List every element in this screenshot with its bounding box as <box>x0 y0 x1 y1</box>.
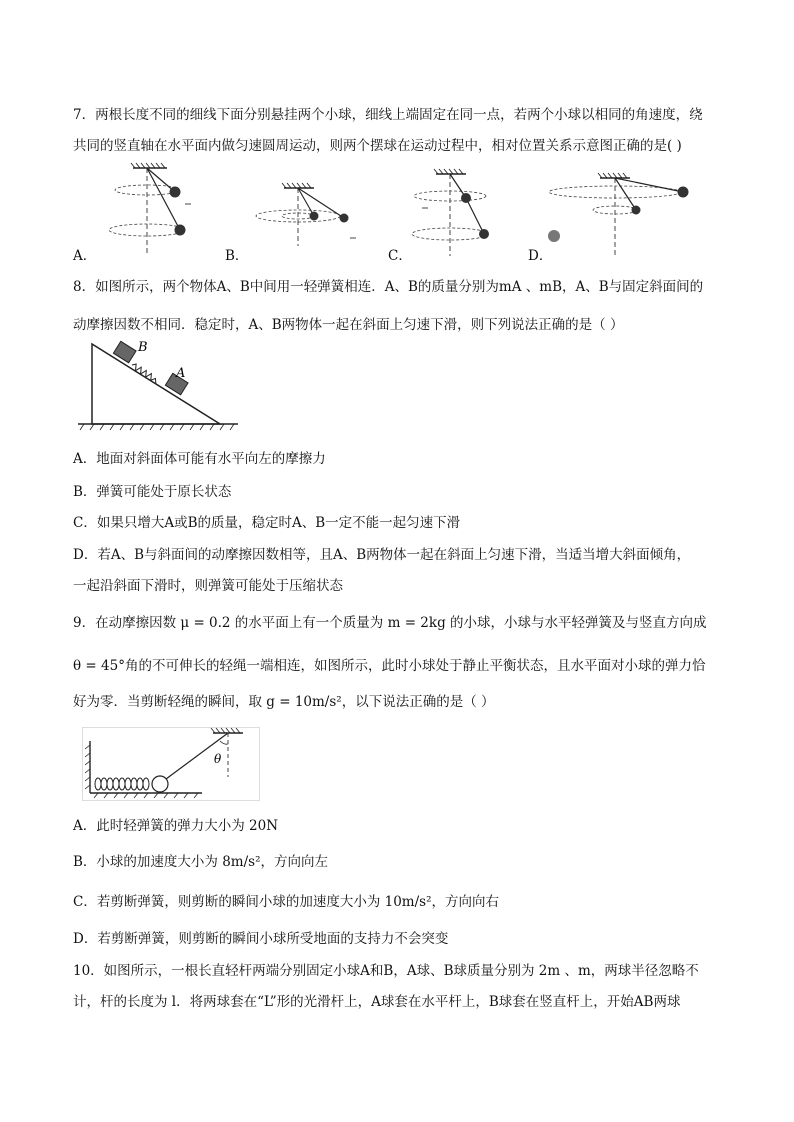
q7-figure-d <box>548 170 708 260</box>
q7-figure-a <box>105 162 215 257</box>
q7-figure-b <box>250 180 360 250</box>
q8-option-d: D．若A、B与斜面间的动摩擦因数相等，且A、B两物体一起在斜面上匀速下滑，当适当增大斜面倾角， <box>73 547 691 563</box>
q8-line-1: 8．如图所示，两个物体A、B中间用一轻弹簧相连．A、B的质量分别为mA 、mB，A、B与固定斜面间的 <box>73 279 704 295</box>
q7-figure-c <box>408 168 508 258</box>
q8-option-d-cont: 一起沿斜面下滑时，则弹簧可能处于压缩状态 <box>73 578 343 594</box>
q8-option-c: C．如果只增大A或B的质量，稳定时A、B一定不能一起匀速下滑 <box>73 515 461 531</box>
q8-label-b: B <box>138 340 148 355</box>
q9-option-d: D．若剪断弹簧，则剪断的瞬间小球所受地面的支持力不会突变 <box>73 931 449 947</box>
q8-option-b: B．弹簧可能处于原长状态 <box>73 484 232 500</box>
q7-option-b: B． <box>225 248 249 264</box>
q9-option-c: C．若剪断弹簧，则剪断的瞬间小球的加速度大小为 10m/s²，方向向右 <box>73 894 499 910</box>
q10-line-2: 计，杆的长度为 l．将两球套在“L”形的光滑杆上，A球套在水平杆上，B球套在竖直杆上，开始AB两球 <box>73 994 681 1010</box>
q7-option-d: D． <box>528 248 553 264</box>
q9-spring-figure <box>82 727 260 801</box>
q7-line-2: 共同的竖直轴在水平面内做匀速圆周运动，则两个摆球在运动过程中，相对位置关系示意图正确的是( ) <box>73 138 682 154</box>
q9-label-theta: θ <box>214 752 222 766</box>
q9-line-1: 9．在动摩擦因数 μ = 0.2 的水平面上有一个质量为 m = 2kg 的小球，小球与水平轻弹簧及与竖直方向成 <box>73 615 707 631</box>
q7-option-a: A． <box>73 248 97 264</box>
q10-line-1: 10．如图所示，一根长直轻杆两端分别固定小球A和B，A球、B球质量分别为 2m 、m，两球半径忽略不 <box>73 963 699 979</box>
q9-line-3: 好为零．当剪断轻绳的瞬间，取 g = 10m/s²，以下说法正确的是（ ） <box>73 694 495 710</box>
q9-line-2: θ = 45°角的不可伸长的轻绳一端相连，如图所示，此时小球处于静止平衡状态，且水平面对小球的弹力恰 <box>73 658 706 674</box>
q8-option-a: A．地面对斜面体可能有水平向左的摩擦力 <box>73 451 326 467</box>
q8-line-2: 动摩擦因数不相同．稳定时，A、B两物体一起在斜面上匀速下滑，则下列说法正确的是（ ） <box>73 317 624 333</box>
q9-option-b: B．小球的加速度大小为 8m/s²，方向向左 <box>73 854 328 870</box>
q7-line-1: 7．两根长度不同的细线下面分别悬挂两个小球，细线上端固定在同一点，若两个小球以相同的角速度，绕 <box>73 107 703 123</box>
q8-label-a: A <box>176 366 186 381</box>
q7-option-c: C． <box>388 248 412 264</box>
q9-option-a: A．此时轻弹簧的弹力大小为 20N <box>73 818 279 834</box>
q8-incline-figure <box>70 338 242 436</box>
